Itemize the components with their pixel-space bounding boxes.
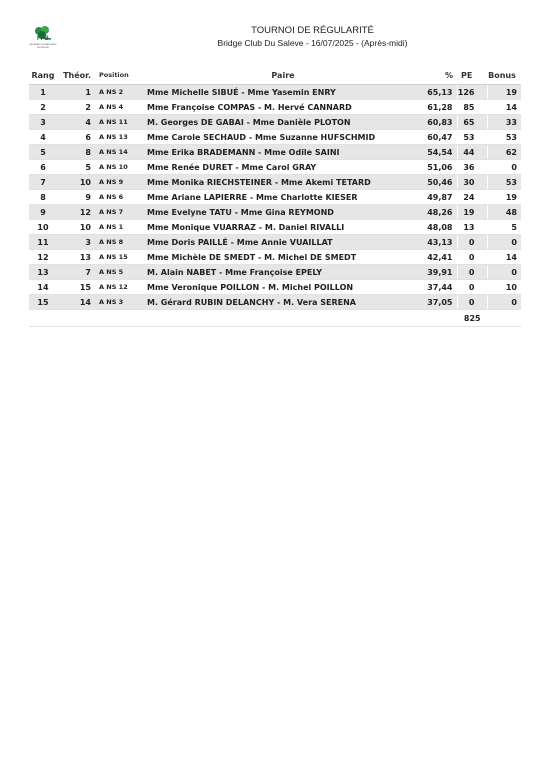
cell-rang: 7 [29,175,57,190]
cell-position: A NS 6 [97,190,145,205]
cell-position: A NS 2 [97,85,145,100]
ffb-logo [29,26,57,58]
cell-theor: 1 [57,85,97,100]
cell-percent: 54,54 [419,145,457,160]
results-table [29,66,521,327]
cell-paire: Mme Erika BRADEMANN - Mme Odile SAINI [145,145,419,160]
cell-pe: 85 [457,100,487,115]
cell-rang: 8 [29,190,57,205]
cell-position: A NS 13 [97,130,145,145]
cell-paire: Mme Doris PAILLÉ - Mme Annie VUAILLAT [145,235,419,250]
total-bonus-empty [487,310,521,327]
cell-paire: Mme Veronique POILLON - M. Michel POILLON [145,280,419,295]
cell-position: A NS 5 [97,265,145,280]
cell-pe: 0 [457,265,487,280]
cell-position: A NS 1 [97,220,145,235]
cell-paire: Mme Monique VUARRAZ - M. Daniel RIVALLI [145,220,419,235]
cell-pe: 13 [457,220,487,235]
cell-paire: M. Gérard RUBIN DELANCHY - M. Vera SERENA [145,295,419,310]
table-row [29,250,521,265]
cell-bonus: 53 [487,130,521,145]
cell-rang: 15 [29,295,57,310]
cell-position: A NS 8 [97,235,145,250]
cell-rang: 6 [29,160,57,175]
col-header-position: Position [97,66,145,85]
cell-bonus: 0 [487,295,521,310]
col-header-theor: Théor. [57,66,97,85]
cell-theor: 10 [57,175,97,190]
cell-pe: 126 [457,85,487,100]
cell-rang: 13 [29,265,57,280]
cell-percent: 61,28 [419,100,457,115]
cell-percent: 48,08 [419,220,457,235]
cell-position: A NS 10 [97,160,145,175]
cell-position: A NS 12 [97,280,145,295]
table-row [29,100,521,115]
cell-position: A NS 7 [97,205,145,220]
table-row [29,85,521,100]
table-row [29,295,521,310]
total-spacer [29,310,457,327]
cell-rang: 10 [29,220,57,235]
table-row [29,160,521,175]
cell-theor: 4 [57,115,97,130]
table-row [29,175,521,190]
cell-bonus: 0 [487,265,521,280]
table-row [29,280,521,295]
cell-paire: Mme Carole SECHAUD - Mme Suzanne HUFSCHMID [145,130,419,145]
table-row [29,235,521,250]
table-row [29,220,521,235]
col-header-paire: Paire [145,66,419,85]
table-row [29,145,521,160]
cell-pe: 44 [457,145,487,160]
cell-rang: 5 [29,145,57,160]
cell-pe: 19 [457,205,487,220]
total-pe: 825 [457,310,487,327]
cell-bonus: 33 [487,115,521,130]
cell-bonus: 14 [487,250,521,265]
cell-paire: Mme Françoise COMPAS - M. Hervé CANNARD [145,100,419,115]
cell-percent: 60,47 [419,130,457,145]
cell-bonus: 53 [487,175,521,190]
cell-rang: 3 [29,115,57,130]
cell-bonus: 62 [487,145,521,160]
cell-percent: 50,46 [419,175,457,190]
page-title: TOURNOI DE RÉGULARITÉ [251,25,374,36]
table-row [29,115,521,130]
cell-percent: 42,41 [419,250,457,265]
table-row [29,190,521,205]
cell-theor: 10 [57,220,97,235]
cell-paire: Mme Monika RIECHSTEINER - Mme Akemi TETARD [145,175,419,190]
cell-percent: 37,05 [419,295,457,310]
cell-paire: M. Alain NABET - Mme Françoise EPELY [145,265,419,280]
cell-theor: 15 [57,280,97,295]
page-subtitle: Bridge Club Du Saleve - 16/07/2025 - (Après-midi) [217,38,408,48]
cell-rang: 9 [29,205,57,220]
cell-rang: 4 [29,130,57,145]
cell-rang: 11 [29,235,57,250]
table-body [29,85,521,310]
table-row [29,265,521,280]
cell-paire: Mme Michelle SIBUÉ - Mme Yasemin ENRY [145,85,419,100]
cell-bonus: 0 [487,160,521,175]
cell-theor: 8 [57,145,97,160]
cell-theor: 7 [57,265,97,280]
cell-position: A NS 4 [97,100,145,115]
table-row [29,205,521,220]
cell-bonus: 48 [487,205,521,220]
cell-rang: 12 [29,250,57,265]
cell-paire: Mme Ariane LAPIERRE - Mme Charlotte KIESER [145,190,419,205]
cell-pe: 30 [457,175,487,190]
cell-bonus: 14 [487,100,521,115]
cell-position: A NS 11 [97,115,145,130]
cell-theor: 9 [57,190,97,205]
cell-theor: 2 [57,100,97,115]
cell-percent: 65,13 [419,85,457,100]
col-header-percent: % [419,66,457,85]
cell-bonus: 19 [487,190,521,205]
total-row [29,310,521,327]
cell-bonus: 5 [487,220,521,235]
cell-pe: 0 [457,280,487,295]
cell-position: A NS 9 [97,175,145,190]
cell-pe: 24 [457,190,487,205]
cell-theor: 6 [57,130,97,145]
cell-theor: 5 [57,160,97,175]
cell-paire: Mme Renée DURET - Mme Carol GRAY [145,160,419,175]
cell-pe: 65 [457,115,487,130]
table-header-row [29,66,521,85]
cell-percent: 48,26 [419,205,457,220]
cell-pe: 0 [457,250,487,265]
cell-pe: 53 [457,130,487,145]
cell-paire: M. Georges DE GABAI - Mme Danièle PLOTON [145,115,419,130]
cell-percent: 60,83 [419,115,457,130]
cell-percent: 39,91 [419,265,457,280]
col-header-bonus: Bonus [487,66,521,85]
cell-paire: Mme Evelyne TATU - Mme Gina REYMOND [145,205,419,220]
cell-theor: 13 [57,250,97,265]
cell-bonus: 19 [487,85,521,100]
cell-percent: 49,87 [419,190,457,205]
cell-pe: 0 [457,295,487,310]
col-header-rang: Rang [29,66,57,85]
cell-position: A NS 14 [97,145,145,160]
cell-theor: 3 [57,235,97,250]
cell-theor: 14 [57,295,97,310]
cell-pe: 36 [457,160,487,175]
cell-rang: 1 [29,85,57,100]
cell-rang: 2 [29,100,57,115]
cell-position: A NS 15 [97,250,145,265]
cell-percent: 37,44 [419,280,457,295]
cell-paire: Mme Michèle DE SMEDT - M. Michel DE SMEDT [145,250,419,265]
cell-percent: 51,06 [419,160,457,175]
cell-bonus: 0 [487,235,521,250]
cell-position: A NS 3 [97,295,145,310]
logo-text: FFB [37,36,49,42]
logo-caption: FÉDÉRATION FRANÇAISE DE BRIDGE [29,44,57,49]
cell-bonus: 10 [487,280,521,295]
cell-rang: 14 [29,280,57,295]
cell-theor: 12 [57,205,97,220]
col-header-pe: PE [457,66,487,85]
cell-pe: 0 [457,235,487,250]
table-row [29,130,521,145]
cell-percent: 43,13 [419,235,457,250]
